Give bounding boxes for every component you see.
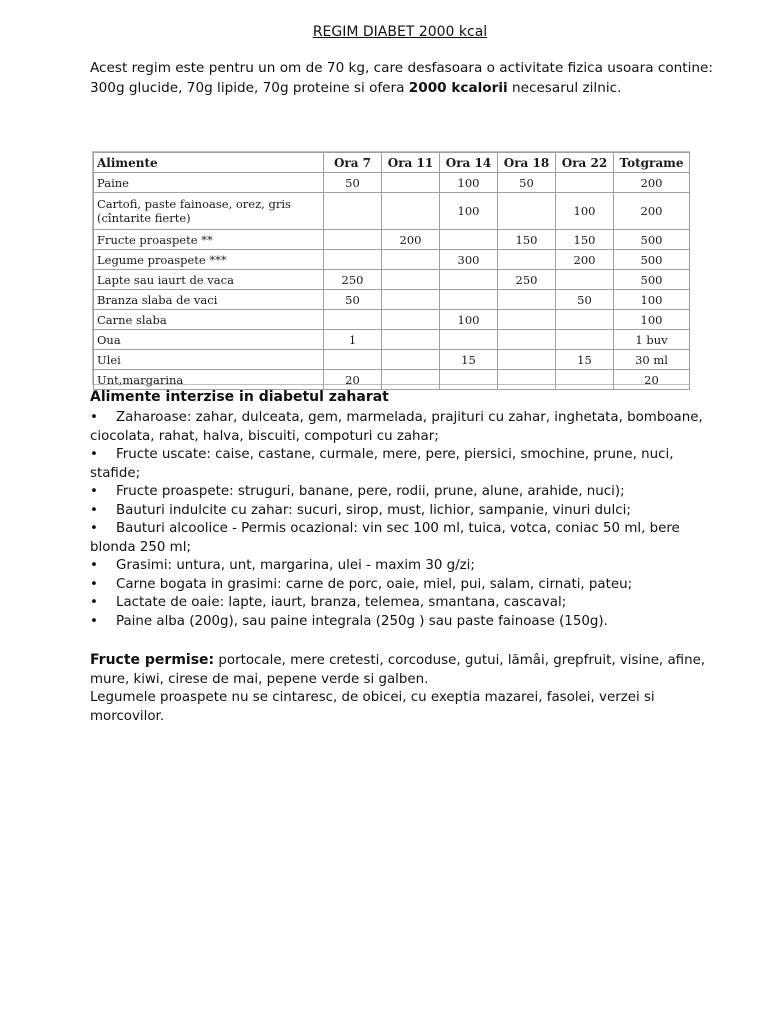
allowed-fruits-text: portocale, mere cretesti, corcoduse, gutui, lămâi, grepfruit, visine, afine, mure, kiwi, cirese de mai, pepene verde si galben. [90,653,706,687]
table-row [94,370,690,390]
quantity-cell [324,250,382,270]
quantity-cell [556,270,614,290]
quantity-cell: 200 [556,250,614,270]
quantity-cell [382,290,440,310]
quantity-cell: 50 [324,290,382,310]
bullet-icon: • [90,502,98,518]
quantity-cell: 100 [614,310,690,330]
forbidden-foods-list [90,409,710,631]
table-row [94,350,690,370]
list-item-text: Paine alba (200g), sau paine integrala (250g ) sau paste fainoase (150g). [116,613,608,629]
quantity-cell: 50 [498,173,556,193]
quantity-cell [324,310,382,330]
food-name-cell: Legume proaspete *** [94,250,324,270]
quantity-cell [556,330,614,350]
list-item [90,557,710,576]
quantity-cell [556,370,614,390]
quantity-cell [382,330,440,350]
quantity-cell [382,310,440,330]
food-name-cell: Lapte sau iaurt de vaca [94,270,324,290]
list-item-text: Bauturi alcoolice - Permis ocazional: vin sec 100 ml, tuica, votca, coniac 50 ml, bere blonda 250 ml; [90,521,680,555]
table-row [94,290,690,310]
intro-text-2: necesarul zilnic. [507,80,622,96]
bullet-icon: • [90,595,98,610]
quantity-cell [498,290,556,310]
quantity-cell [324,230,382,250]
quantity-cell: 500 [614,270,690,290]
quantity-cell: 20 [614,370,690,390]
list-item-text: Grasimi: untura, unt, margarina, ulei - maxim 30 g/zi; [116,558,475,573]
quantity-cell: 15 [556,350,614,370]
quantity-cell: 150 [498,230,556,250]
quantity-cell [498,250,556,270]
table-row [94,250,690,270]
food-name-cell: Oua [94,330,324,350]
allowed-fruits-paragraph [90,651,710,726]
list-item-text: Bauturi indulcite cu zahar: sucuri, sirop, must, lichior, sampanie, vinuri dulci; [116,502,631,518]
quantity-cell: 500 [614,230,690,250]
list-item [90,409,710,446]
header-cell: Ora 7 [324,153,382,173]
quantity-cell: 1 buv [614,330,690,350]
food-name-cell: Paine [94,173,324,193]
list-item [90,520,710,557]
header-cell: Totgrame [614,153,690,173]
quantity-cell: 50 [556,290,614,310]
food-name-cell: Unt,margarina [94,370,324,390]
bullet-icon: • [90,410,98,425]
header-cell: Ora 22 [556,153,614,173]
header-cell: Ora 18 [498,153,556,173]
food-name-cell: Fructe proaspete ** [94,230,324,250]
quantity-cell: 100 [556,193,614,230]
bullet-icon: • [90,447,98,462]
quantity-cell [440,270,498,290]
quantity-cell [382,193,440,230]
table-row [94,173,690,193]
table-header-row [94,153,690,173]
quantity-cell: 15 [440,350,498,370]
quantity-cell [324,350,382,370]
allowed-fruits-label: Fructe permise: [90,652,215,668]
quantity-cell [382,173,440,193]
list-item [90,446,710,483]
quantity-cell: 300 [440,250,498,270]
list-item [90,502,710,521]
quantity-cell: 500 [614,250,690,270]
quantity-cell: 100 [440,193,498,230]
intro-kcal-bold: 2000 kcalorii [408,80,508,96]
quantity-cell [382,370,440,390]
diet-table [93,152,690,390]
quantity-cell: 100 [614,290,690,310]
quantity-cell [498,193,556,230]
table-row [94,230,690,250]
quantity-cell: 200 [382,230,440,250]
table-row [94,310,690,330]
quantity-cell: 250 [498,270,556,290]
quantity-cell [498,370,556,390]
quantity-cell: 250 [324,270,382,290]
list-item-text: Carne bogata in grasimi: carne de porc, oaie, miel, pui, salam, cirnati, pateu; [116,576,633,592]
quantity-cell: 20 [324,370,382,390]
list-item [90,594,710,613]
food-name-cell: Carne slaba [94,310,324,330]
quantity-cell: 150 [556,230,614,250]
food-name-cell: Cartofi, paste fainoase, orez, gris (cîntarite fierte) [94,193,324,230]
bullet-icon: • [90,521,98,536]
list-item [90,483,710,502]
bullet-icon: • [90,484,98,499]
quantity-cell: 50 [324,173,382,193]
document-title: REGIM DIABET 2000 kcal [312,24,488,40]
bullet-icon: • [90,576,98,592]
quantity-cell [498,330,556,350]
quantity-cell [440,290,498,310]
quantity-cell [324,193,382,230]
quantity-cell [440,370,498,390]
quantity-cell: 1 [324,330,382,350]
quantity-cell [440,230,498,250]
bullet-icon: • [90,558,98,573]
list-item [90,613,710,632]
quantity-cell: 200 [614,193,690,230]
list-item-text: Zaharoase: zahar, dulceata, gem, marmelada, prajituri cu zahar, inghetata, bomboane, ciocolata, rahat, halva, biscuiti, compoturi cu zahar; [90,410,703,444]
table-row [94,330,690,350]
quantity-cell [556,310,614,330]
diet-table-frame [92,151,690,385]
quantity-cell: 200 [614,173,690,193]
quantity-cell: 100 [440,173,498,193]
bullet-icon: • [90,613,98,629]
forbidden-foods-heading: Alimente interzise in diabetul zaharat [90,389,389,405]
list-item [90,576,710,595]
quantity-cell [382,250,440,270]
quantity-cell: 30 ml [614,350,690,370]
vegetables-note: Legumele proaspete nu se cintaresc, de obicei, cu exeptia mazarei, fasolei, verzei si morcovilor. [90,690,655,724]
quantity-cell [498,350,556,370]
quantity-cell [498,310,556,330]
list-item-text: Fructe uscate: caise, castane, curmale, mere, pere, piersici, smochine, prune, nuci, stafide; [90,447,674,481]
food-name-cell: Branza slaba de vaci [94,290,324,310]
list-item-text: Fructe proaspete: struguri, banane, pere, rodii, prune, alune, arahide, nuci); [116,484,625,499]
header-cell: Alimente [94,153,324,173]
list-item-text: Lactate de oaie: lapte, iaurt, branza, telemea, smantana, cascaval; [116,595,567,610]
quantity-cell: 100 [440,310,498,330]
quantity-cell [556,173,614,193]
header-cell: Ora 14 [440,153,498,173]
food-name-cell: Ulei [94,350,324,370]
quantity-cell [382,350,440,370]
intro-paragraph [90,58,730,98]
quantity-cell [440,330,498,350]
header-cell: Ora 11 [382,153,440,173]
table-row [94,193,690,230]
intro-text-1: Acest regim este pentru un om de 70 kg, care desfasoara o activitate fizica usoara contine: 300g glucide, 70g lipide, 70g proteine si ofera [90,60,713,96]
quantity-cell [382,270,440,290]
table-row [94,270,690,290]
